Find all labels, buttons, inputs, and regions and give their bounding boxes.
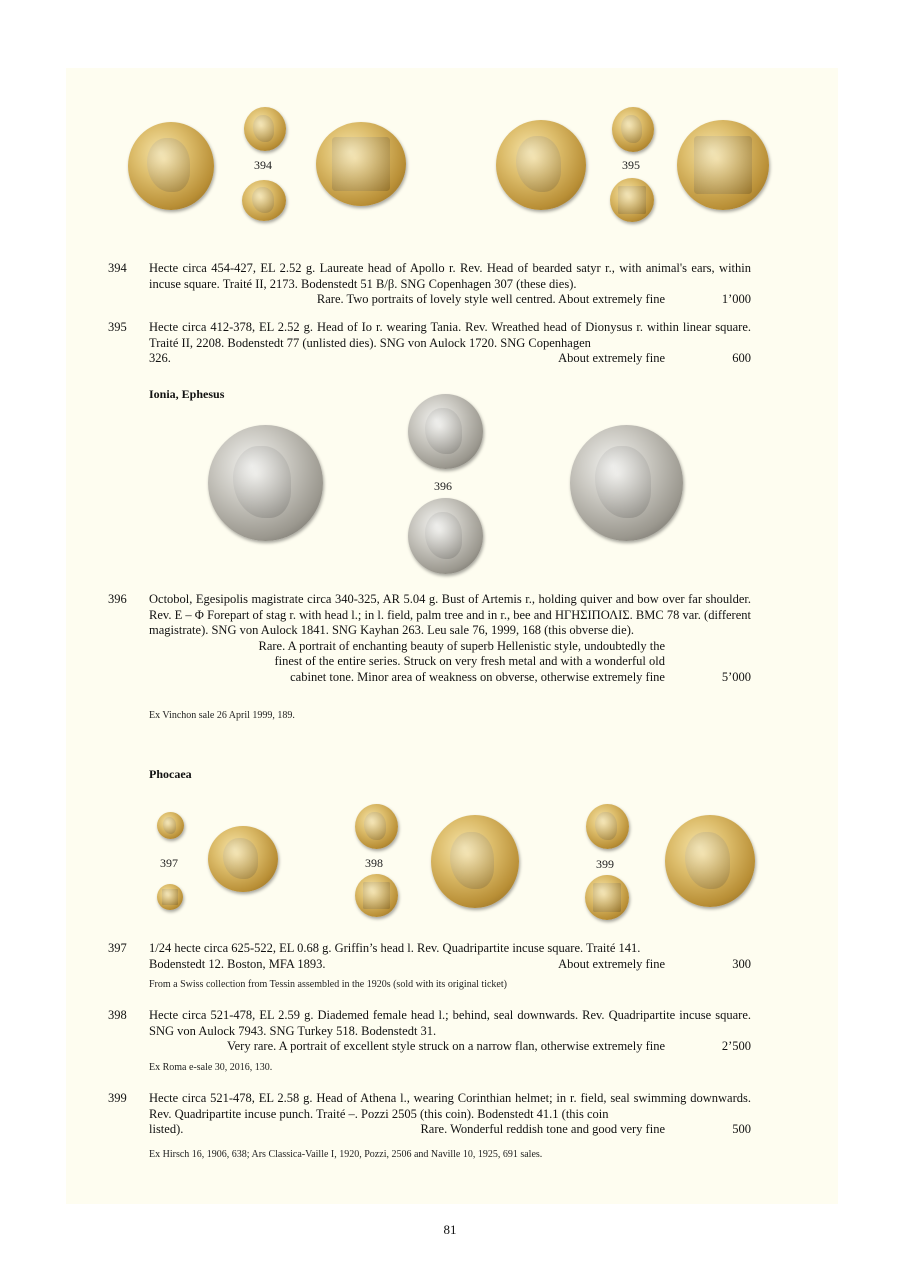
lot-grade-line [149,292,751,308]
lot-grade-line [149,957,751,973]
lot-number: 399 [108,1091,127,1105]
lot-price: 1’000 [721,292,751,306]
coin-397-obverse-small [157,812,184,839]
plate-label-397: 397 [160,856,178,870]
coin-399-obverse-small [586,804,629,849]
lot-description-text: Hecte circa 412-378, EL 2.52 g. Head of Io r. wearing Tania. Rev. Wreathed head of Dionysus r. within linear square. Traité II, 2208. Bodenstedt 77 (unlisted dies). SNG von Aulock 1720. SNG Copenhagen [149,320,751,350]
coin-398-obverse-small [355,804,398,849]
lot-number: 397 [108,941,127,955]
lot-price: 300 [732,956,751,971]
lot-396-description [149,592,751,685]
coin-398-reverse-small [355,874,398,917]
lot-description-end: listed). [149,1122,184,1136]
coin-396-obverse-large [208,425,323,541]
lot-provenance: From a Swiss collection from Tessin assembled in the 1920s (sold with its original ticket) [149,979,507,990]
coin-394-reverse-small [242,180,286,221]
lot-number: 396 [108,592,127,606]
lot-number: 398 [108,1008,127,1022]
coin-397-obverse-large [208,826,278,892]
coin-399-reverse-small [585,875,629,920]
lot-grade-line [149,670,751,686]
coin-394-obverse-small [244,107,286,151]
plate-label-398: 398 [365,856,383,870]
lot-grade: Very rare. A portrait of excellent style struck on a narrow flan, otherwise extremely fine [226,1039,665,1053]
section-heading-ionia: Ionia, Ephesus [149,387,225,401]
coin-396-obverse-small [408,394,483,469]
coin-394-obverse-large [128,122,214,210]
coin-398-obverse-large [431,815,519,908]
lot-provenance: Ex Vinchon sale 26 April 1999, 189. [149,710,295,721]
lot-provenance: Ex Roma e-sale 30, 2016, 130. [149,1062,273,1073]
lot-price: 500 [732,1122,751,1136]
lot-description-text: Hecte circa 521-478, EL 2.58 g. Head of Athena l., wearing Corinthian helmet; in r. field, seal swimming downwards. Rev. Quadripartite incuse punch. Traité –. Pozzi 2505 (this coin). Bodenstedt 41.1 (this coin [149,1091,751,1121]
lot-399-description [149,1091,751,1138]
coin-396-reverse-small [408,498,483,574]
plate-label-395: 395 [622,158,640,172]
lot-description-text: Hecte circa 454-427, EL 2.52 g. Laureate head of Apollo r. Rev. Head of bearded satyr r., with animal's ears, within incuse square. Traité II, 2173. Bodenstedt 51 B/β. SNG Copenhagen 307 (these dies). [149,261,751,291]
coin-394-reverse-large [316,122,406,206]
page-number: 81 [443,1222,457,1237]
lot-grade: cabinet tone. Minor area of weakness on obverse, otherwise extremely fine [290,669,665,684]
coin-395-reverse-small [610,178,654,222]
lot-grade-line [149,1122,751,1138]
lot-description-end: Bodenstedt 12. Boston, MFA 1893. [149,956,326,971]
lot-number: 395 [108,320,127,334]
lot-398-description [149,1008,751,1055]
lot-grade: Rare. Two portraits of lovely style well centred. About extremely fine [316,292,665,306]
coin-395-obverse-large [496,120,586,210]
section-heading-phocaea: Phocaea [149,767,192,781]
coin-396-reverse-large [570,425,683,541]
lot-grade: Rare. Wonderful reddish tone and good very fine [420,1122,665,1136]
lot-394-description [149,261,751,308]
coin-397-reverse-small [157,884,183,910]
lot-grade: finest of the entire series. Struck on very fresh metal and with a wonderful old [274,654,665,668]
lot-description-end: 326. [149,351,171,365]
lot-description-text: Octobol, Egesipolis magistrate circa 340-325, AR 5.04 g. Bust of Artemis r., holding quiver and bow over far shoulder. Rev. E – Φ Forepart of stag r. with head l.; in l. field, palm tree and in r., bee and ΗΓΗΣΙΠΟΛΙΣ. BMC 78 var. (different magistrate). SNG von Aulock 1841. SNG Kayhan 263. Leu sale 76, 1999, 168 (this obverse die). [149,592,751,637]
plate-label-394: 394 [254,158,272,172]
lot-price: 2’500 [721,1039,751,1053]
lot-grade: About extremely fine [558,956,665,971]
coin-395-obverse-small [612,107,654,152]
coin-395-reverse-large [677,120,769,210]
lot-grade-line [149,1039,751,1055]
coin-399-obverse-large [665,815,755,907]
lot-grade: Rare. A portrait of enchanting beauty of superb Hellenistic style, undoubtedly the [258,638,665,653]
lot-number: 394 [108,261,127,275]
lot-grade: About extremely fine [558,351,665,365]
lot-395-description [149,320,751,367]
lot-description-text: Hecte circa 521-478, EL 2.59 g. Diademed female head l.; behind, seal downwards. Rev. Quadripartite incuse square. SNG von Aulock 7943. SNG Turkey 518. Bodenstedt 31. [149,1008,751,1038]
lot-price: 600 [732,351,751,365]
lot-397-description [149,941,751,972]
plate-label-399: 399 [596,857,614,871]
plate-label-396: 396 [434,479,452,493]
lot-provenance: Ex Hirsch 16, 1906, 638; Ars Classica-Vaille I, 1920, Pozzi, 2506 and Naville 10, 1925, 691 sales. [149,1149,543,1160]
lot-description-text: 1/24 hecte circa 625-522, EL 0.68 g. Griffin’s head l. Rev. Quadripartite incuse square. Traité 141. [149,941,641,955]
lot-price: 5’000 [721,669,751,684]
lot-grade-line [149,351,751,367]
